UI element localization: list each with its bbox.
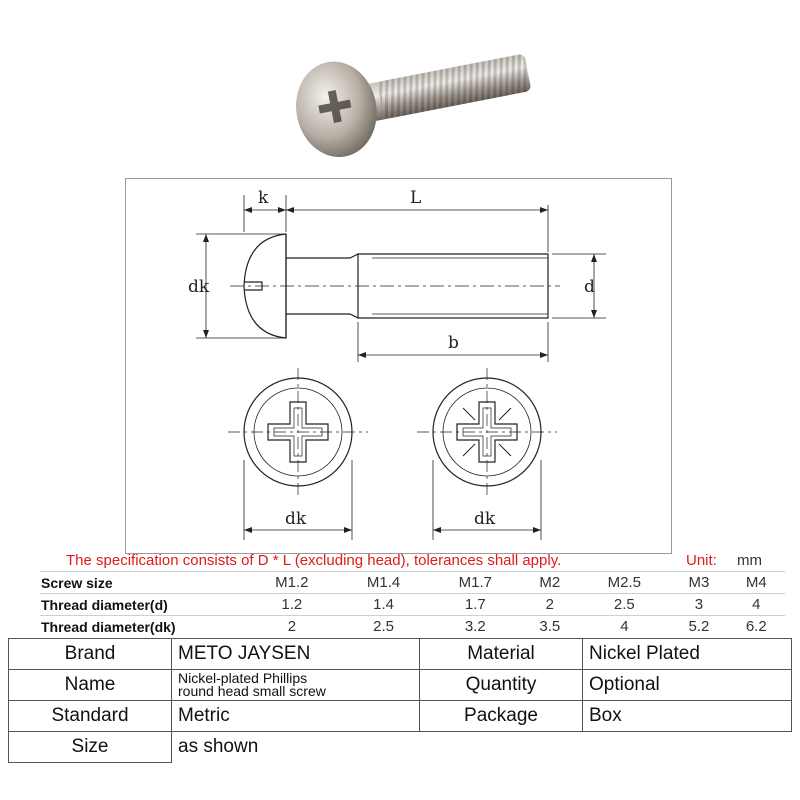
spec-cell: 2.5	[579, 594, 671, 616]
spec-cell: 3	[670, 594, 727, 616]
spec-cell: M1.7	[429, 572, 521, 594]
spec-cell: M1.4	[338, 572, 430, 594]
info-row	[9, 639, 792, 670]
dim-label-dk-left: dk	[285, 509, 307, 529]
info-row	[9, 670, 792, 701]
size-label: Size	[9, 732, 172, 763]
spec-cell: M2	[521, 572, 578, 594]
unit-label: Unit:	[686, 552, 717, 569]
standard-value: Metric	[172, 701, 420, 732]
spec-cell: 2	[246, 616, 338, 638]
spec-row	[40, 572, 785, 594]
dim-label-dk-right: dk	[474, 509, 496, 529]
spec-cell: 1.4	[338, 594, 430, 616]
spec-cell: M2.5	[579, 572, 671, 594]
name-value	[172, 670, 420, 701]
spec-cell: 6.2	[728, 616, 785, 638]
dim-label-L: L	[410, 188, 422, 208]
standard-label: Standard	[9, 701, 172, 732]
dim-label-k: k	[258, 188, 269, 208]
name-label: Name	[9, 670, 172, 701]
quantity-value: Optional	[583, 670, 792, 701]
spec-cell: 3.2	[429, 616, 521, 638]
spec-row	[40, 616, 785, 638]
info-row	[9, 701, 792, 732]
spec-cell: 2	[521, 594, 578, 616]
name-value-line1: Nickel-plated Phillips	[178, 670, 308, 686]
spec-row-label: Screw size	[40, 572, 246, 594]
spec-row-label: Thread diameter(dk)	[40, 616, 246, 638]
spec-row	[40, 594, 785, 616]
dim-label-dk-side: dk	[188, 277, 210, 297]
package-value: Box	[583, 701, 792, 732]
brand-value: METO JAYSEN	[172, 639, 420, 670]
spec-cell: M1.2	[246, 572, 338, 594]
material-value: Nickel Plated	[583, 639, 792, 670]
spec-cell: 4	[579, 616, 671, 638]
unit-value: mm	[737, 552, 762, 569]
spec-cell: 4	[728, 594, 785, 616]
spec-cell: 3.5	[521, 616, 578, 638]
quantity-label: Quantity	[420, 670, 583, 701]
spec-cell: 5.2	[670, 616, 727, 638]
dim-label-b: b	[448, 333, 459, 353]
brand-label: Brand	[9, 639, 172, 670]
info-row	[9, 732, 792, 763]
name-value-line2: round head small screw	[178, 683, 326, 699]
spec-row-label: Thread diameter(d)	[40, 594, 246, 616]
dim-label-d: d	[584, 277, 595, 297]
size-value: as shown	[172, 732, 792, 763]
material-label: Material	[420, 639, 583, 670]
spec-cell: 1.7	[429, 594, 521, 616]
spec-cell: 2.5	[338, 616, 430, 638]
spec-cell: M4	[728, 572, 785, 594]
spec-title: The specification consists of D * L (excluding head), tolerances shall apply.	[66, 552, 562, 569]
spec-cell: 1.2	[246, 594, 338, 616]
product-info-table	[8, 638, 792, 763]
package-label: Package	[420, 701, 583, 732]
spec-cell: M3	[670, 572, 727, 594]
spec-table	[40, 571, 785, 637]
